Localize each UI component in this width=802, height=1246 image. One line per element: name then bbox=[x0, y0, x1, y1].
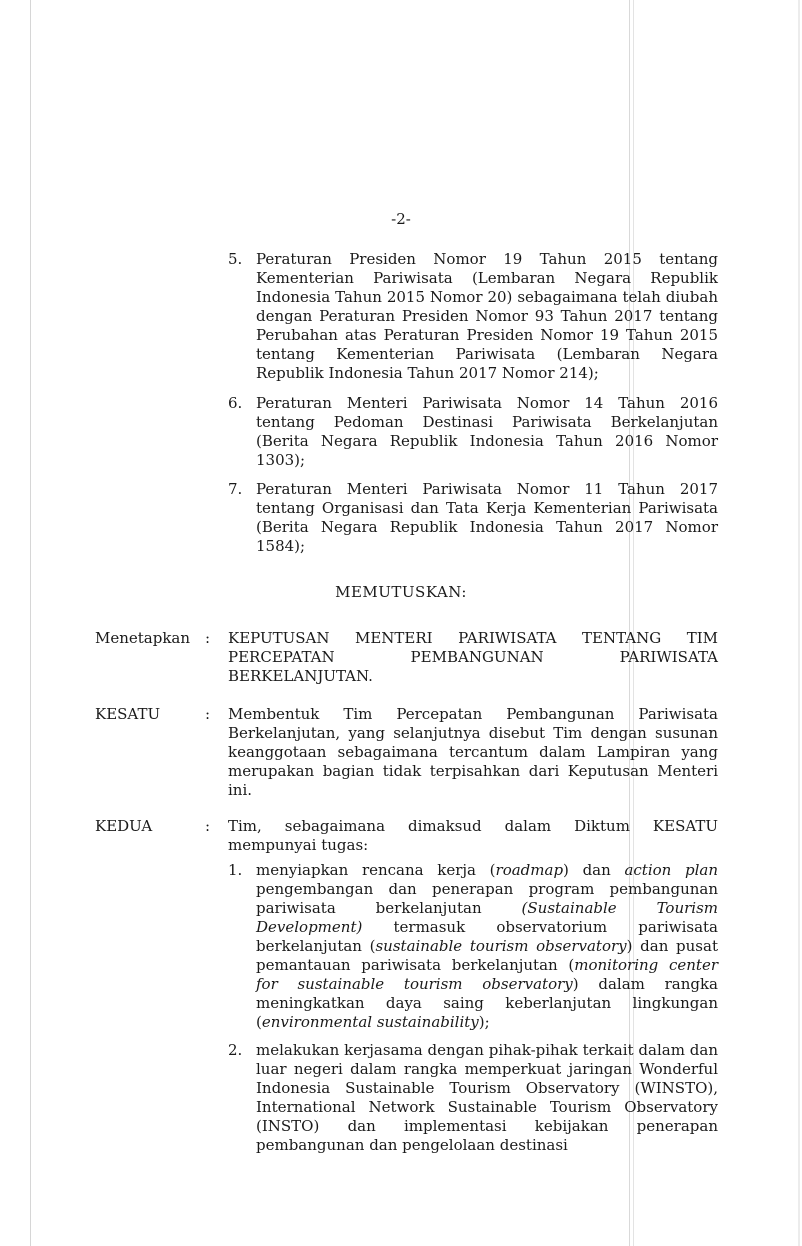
item-text: melakukan kerjasama dengan pihak-pihak terkait dalam dan luar negeri dalam rangka memperkuat jaringan Wonderful Indonesia Sustainable Tourism Observatory (WINSTO), International Network Sustainable Tourism Observatory (INSTO) dan implementasi kebijakan penerapan pembangunan dan pengelolaan destinasi bbox=[256, 1041, 718, 1154]
consideration-item bbox=[228, 394, 718, 470]
colon: : bbox=[205, 817, 211, 835]
scan-edge-line bbox=[798, 0, 800, 1246]
task-item bbox=[228, 1041, 718, 1155]
kesatu-text: Membentuk Tim Percepatan Pembangunan Pariwisata Berkelanjutan, yang selanjutnya disebut Tim dengan susunan keanggotaan sebagaimana tercantum dalam Lampiran yang merupakan bagian tidak terpisahkan dari Keputusan Menteri ini. bbox=[228, 705, 718, 799]
page-number: -2- bbox=[391, 210, 411, 228]
item-number: 2. bbox=[228, 1041, 243, 1059]
kesatu-row bbox=[95, 705, 718, 800]
menetapkan-label: Menetapkan bbox=[95, 629, 191, 647]
kedua-label: KEDUA bbox=[95, 817, 153, 835]
decides-heading: MEMUTUSKAN: bbox=[335, 583, 467, 601]
item-text: menyiapkan rencana kerja (roadmap) dan action plan pengembangan dan penerapan program pembangunan pariwisata berkelanjutan (Sustainable Tourism Development) termasuk observatorium pariwisata berkelanjutan (sustainable tourism observatory) dan pusat pemantauan pariwisata berkelanjutan (monitoring center for sustainable tourism observatory) dalam rangka meningkatkan daya saing keberlanjutan lingkungan (environmental sustainability); bbox=[256, 861, 718, 1031]
item-number: 1. bbox=[228, 861, 243, 879]
item-text: Peraturan Presiden Nomor 19 Tahun 2015 tentang Kementerian Pariwisata (Lembaran Negara Republik Indonesia Tahun 2015 Nomor 20) sebagaimana telah diubah dengan Peraturan Presiden Nomor 93 Tahun 2017 tentang Perubahan atas Peraturan Presiden Nomor 19 Tahun 2015 tentang Kementerian Pariwisata (Lembaran Negara Republik Indonesia Tahun 2017 Nomor 214); bbox=[256, 250, 718, 382]
consideration-item bbox=[228, 250, 718, 383]
menetapkan-text: KEPUTUSAN MENTERI PARIWISATA TENTANG TIM PERCEPATAN PEMBANGUNAN PARIWISATA BERKELANJUTAN. bbox=[228, 629, 718, 685]
menetapkan-row bbox=[95, 629, 718, 686]
kesatu-label: KESATU bbox=[95, 705, 161, 723]
item-number: 7. bbox=[228, 480, 243, 498]
item-number: 5. bbox=[228, 250, 243, 268]
item-text: Peraturan Menteri Pariwisata Nomor 14 Tahun 2016 tentang Pedoman Destinasi Pariwisata Berkelanjutan (Berita Negara Republik Indonesia Tahun 2016 Nomor 1303); bbox=[256, 394, 718, 469]
colon: : bbox=[205, 705, 211, 723]
kedua-row bbox=[95, 817, 718, 855]
kedua-text: Tim, sebagaimana dimaksud dalam Diktum KESATU mempunyai tugas: bbox=[228, 817, 718, 854]
consideration-item bbox=[228, 480, 718, 556]
task-item bbox=[228, 861, 718, 1032]
colon: : bbox=[205, 629, 211, 647]
item-number: 6. bbox=[228, 394, 243, 412]
scan-edge-line bbox=[30, 0, 31, 1246]
item-text: Peraturan Menteri Pariwisata Nomor 11 Tahun 2017 tentang Organisasi dan Tata Kerja Kementerian Pariwisata (Berita Negara Republik Indonesia Tahun 2017 Nomor 1584); bbox=[256, 480, 718, 555]
